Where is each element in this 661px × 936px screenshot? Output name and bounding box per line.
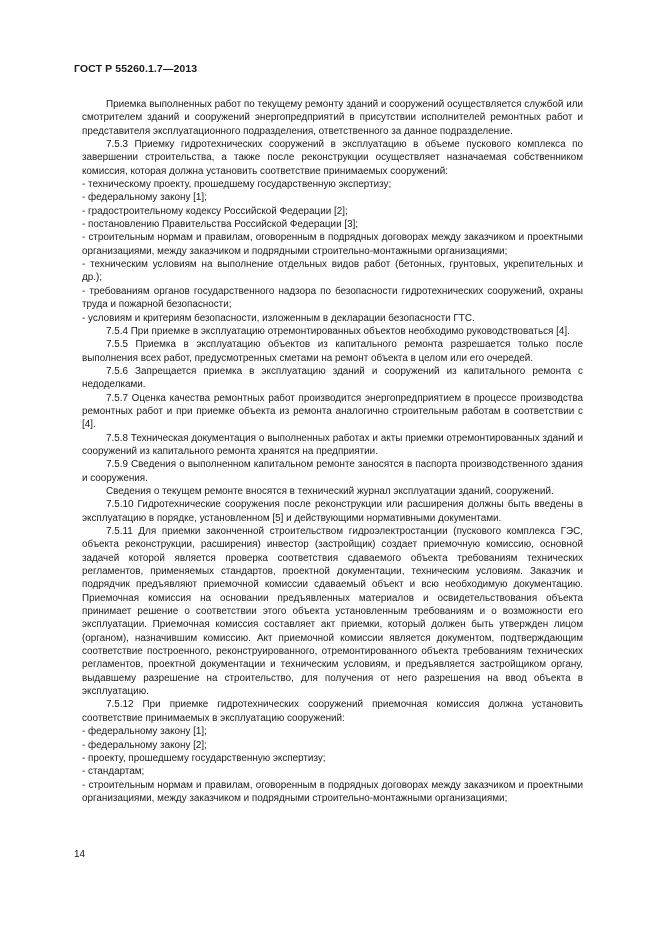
- list-item: - строительным нормам и правилам, оговоренным в подрядных договорах между заказчиком и проектными организациями, между заказчиком и подрядными строительно-монтажными организациями;: [82, 779, 583, 804]
- standard-header: ГОСТ Р 55260.1.7—2013: [74, 63, 198, 75]
- list-item: - федеральному закону [1];: [82, 726, 207, 738]
- list-item: - стандартам;: [82, 766, 145, 778]
- page-number: 14: [74, 849, 86, 860]
- list-item: - техническому проекту, прошедшему государственную экспертизу;: [82, 179, 392, 191]
- list-item: - постановлению Правительства Российской Федерации [3];: [82, 219, 359, 231]
- body-text: [82, 98, 583, 805]
- paragraph: 7.5.11 Для приемки законченной строительством гидроэлектростанции (пускового комплекса ГЭС, объекта реконструкции, расширения) инвестор (застройщик) создает приемочную комиссию, основной задачей которой является проверка соответствия сдаваемого объекта требованиям технических регламентов, применяемых стандартов, проектной документации, техническим условиям. Заказчик и подрядчик предъявляют приемочной комиссии сдаваемый объект и всю необходимую документацию. Приемочная комиссия на основании предъявленных материалов и освидетельствования объекта принимает решение о соответствии этого объекта установленным требованиям и о возможности его эксплуатации. Приемочная комиссия составляет акт приемки, который должен быть утвержден лицом (органом), назначившим комиссию. Акт приемочной комиссии является документом, подтверждающим соответствие построенного, реконструированного, отремонтированного объекта требованиям технических регламентов, проектной документации и техническим условиям, и предъявляется застройщиком органу, выдавшему разрешение на строительство, для получения от него разрешения на ввод объекта в эксплуатацию.: [82, 526, 583, 698]
- list-item: - проекту, прошедшему государственную экспертизу;: [82, 752, 326, 764]
- paragraph: Сведения о текущем ремонте вносятся в технический журнал эксплуатации зданий, сооружений.: [106, 485, 554, 497]
- paragraph: 7.5.5 Приемка в эксплуатацию объектов из капитального ремонта разрешается только после выполнения всех работ, предусмотренных сметами на ремонт объекта в целом или его очередей.: [82, 339, 583, 364]
- paragraph: 7.5.6 Запрещается приемка в эксплуатацию зданий и сооружений из капитального ремонта с недоделками.: [82, 365, 583, 391]
- list-item: - федеральному закону [1];: [82, 192, 207, 204]
- paragraph: 7.5.9 Сведения о выполненном капитальном ремонте заносятся в паспорта производственного здания и сооружения.: [82, 459, 583, 484]
- paragraph: 7.5.7 Оценка качества ремонтных работ производится энергопредприятием в процессе производства ремонтных работ и при приемке объекта из ремонта аналогично строительным работам в соответствии с [4].: [82, 392, 583, 431]
- list-item: - условиям и критериям безопасности, изложенным в декларации безопасности ГТС.: [82, 312, 475, 324]
- paragraph: Приемка выполненных работ по текущему ремонту зданий и сооружений осуществляется службой или смотрителем зданий и сооружений энергопредприятий в присутствии исполнителей ремонтных работ и представителя эксплуатационного подразделения, ответственного за данное подразделение.: [82, 99, 583, 137]
- list-item: - федеральному закону [2];: [82, 739, 207, 751]
- list-item: - требованиям органов государственного надзора по безопасности гидротехнических сооружений, охраны труда и пожарной безопасности;: [82, 285, 583, 311]
- paragraph: 7.5.3 Приемку гидротехнических сооружений в эксплуатацию в объеме пускового комплекса по завершении строительства, а также после реконструкции осуществляет назначаемая собственником комиссия, которая должна установить соответствие принимаемых сооружений:: [82, 139, 583, 177]
- list-item: - техническим условиям на выполнение отдельных видов работ (бетонных, грунтовых, укрепительных и др.);: [82, 259, 583, 284]
- list-item: - градостроительному кодексу Российской Федерации [2];: [82, 205, 348, 217]
- paragraph: 7.5.8 Техническая документация о выполненных работах и акты приемки отремонтированных зданий и сооружений из капитального ремонта хранятся на предприятии.: [82, 432, 583, 457]
- paragraph: 7.5.10 Гидротехнические сооружения после реконструкции или расширения должны быть введены в эксплуатацию в порядке, установленном [5] и действующими нормативными документами.: [82, 499, 583, 524]
- list-item: - строительным нормам и правилам, оговоренным в подрядных договорах между заказчиком и проектными организациями, между заказчиком и подрядными строительно-монтажными организациями;: [82, 232, 583, 257]
- paragraph: 7.5.4 При приемке в эксплуатацию отремонтированных объектов необходимо руководствоваться [4].: [106, 325, 570, 337]
- paragraph: 7.5.12 При приемке гидротехнических сооружений приемочная комиссия должна установить соответствие принимаемых в эксплуатацию сооружений:: [82, 699, 583, 724]
